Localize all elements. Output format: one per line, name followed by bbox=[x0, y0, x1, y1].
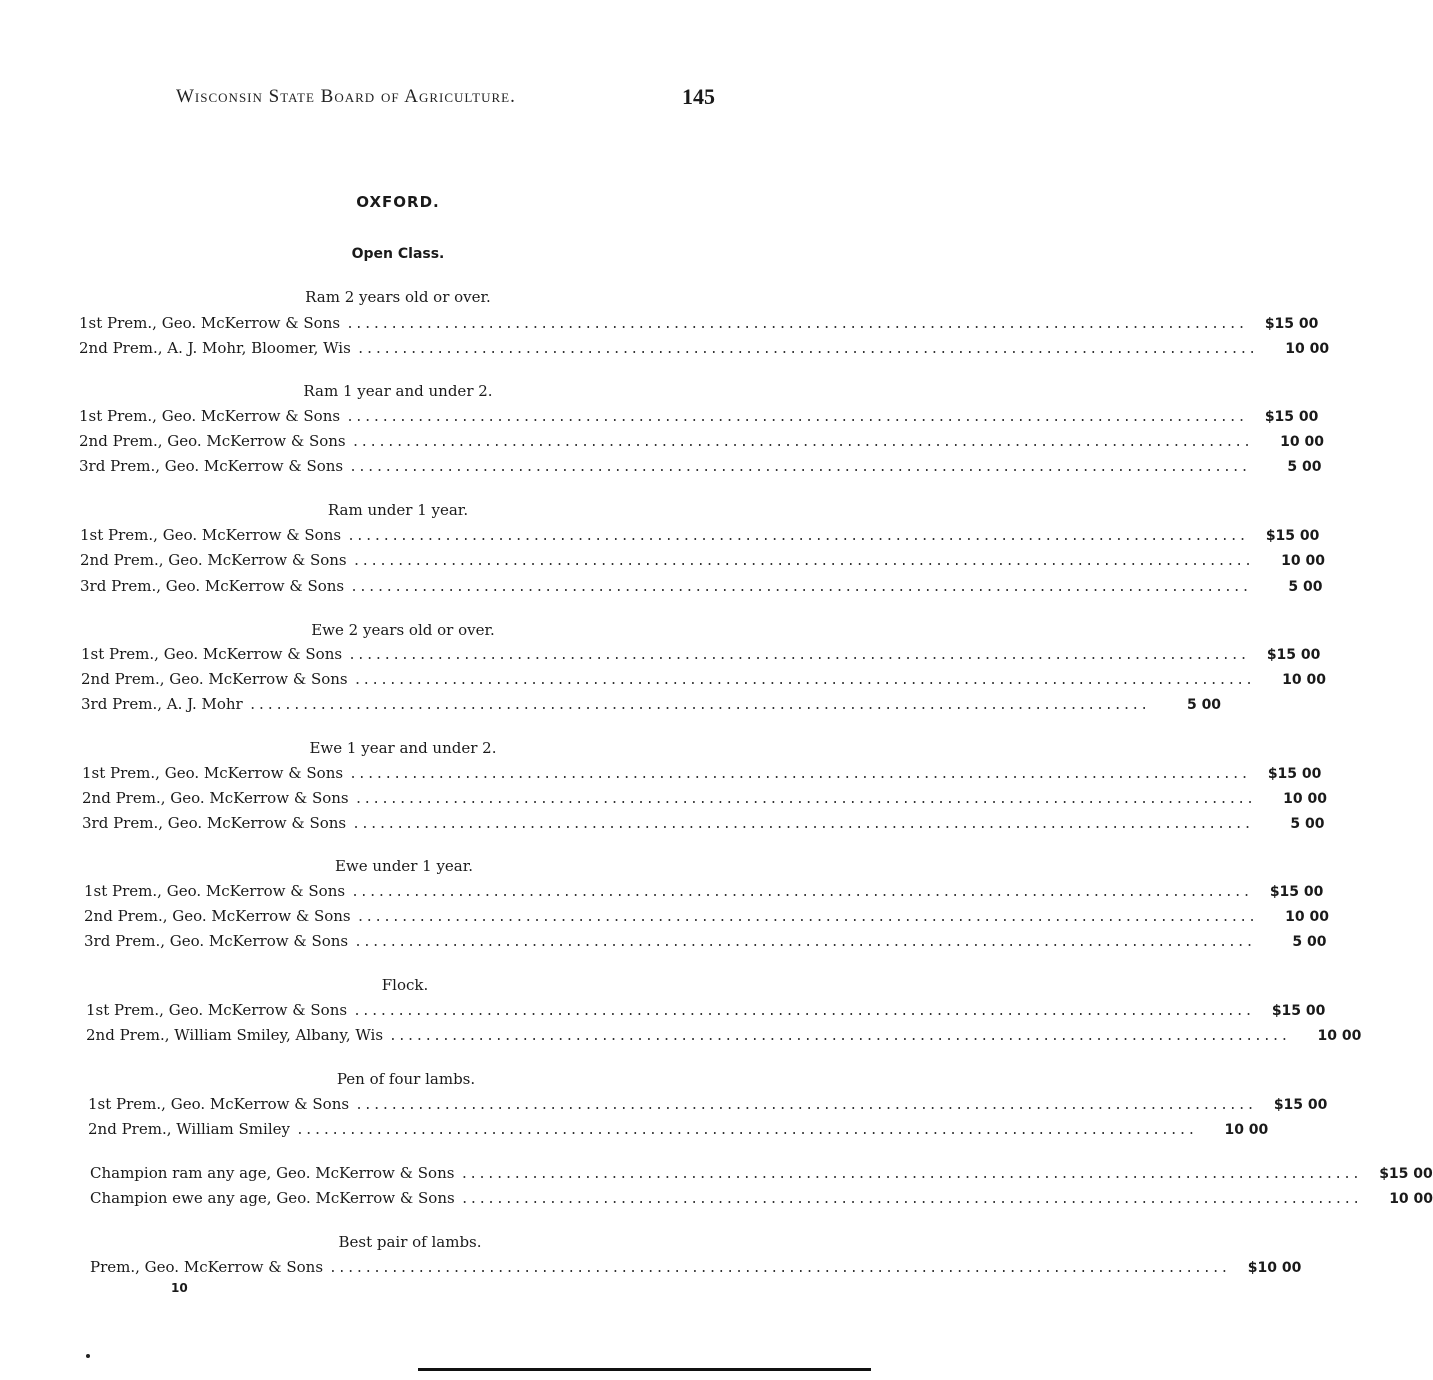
premium-label: 1st Prem., Geo. McKerrow & Sons bbox=[79, 407, 341, 425]
dot-leader: ...................................................................................................... bbox=[353, 673, 1254, 688]
premium-label: 3rd Prem., Geo. McKerrow & Sons bbox=[79, 457, 344, 475]
premium-row bbox=[79, 312, 1319, 334]
premium-row bbox=[79, 337, 1330, 359]
premium-amount: 10 00 bbox=[1285, 909, 1329, 925]
premium-label: 1st Prem., Geo. McKerrow & Sons bbox=[82, 764, 344, 782]
premium-amount: 5 00 bbox=[1186, 697, 1222, 713]
dot-leader: ...................................................................................................... bbox=[352, 817, 1253, 832]
dot-leader: ...................................................................................................... bbox=[354, 935, 1255, 950]
premium-label: 3rd Prem., Geo. McKerrow & Sons bbox=[82, 814, 347, 832]
category-heading: Ewe 2 years old or over. bbox=[311, 621, 495, 639]
premium-row bbox=[79, 455, 1322, 477]
dot-leader: ...................................................................................................... bbox=[351, 885, 1252, 900]
premium-amount: 5 00 bbox=[1287, 459, 1322, 475]
premium-row bbox=[79, 405, 1319, 427]
premium-row bbox=[81, 693, 1222, 715]
premium-label: 2nd Prem., William Smiley bbox=[88, 1120, 290, 1138]
dot-leader: ...................................................................................................... bbox=[354, 792, 1255, 807]
premium-amount: 5 00 bbox=[1290, 816, 1325, 832]
premium-label: Prem., Geo. McKerrow & Sons bbox=[90, 1258, 324, 1276]
premium-amount: 10 00 bbox=[1285, 341, 1330, 357]
dot-leader: ...................................................................................................... bbox=[295, 1123, 1197, 1138]
champion-amount: $15 00 bbox=[1379, 1166, 1433, 1182]
premium-amount: $10 00 bbox=[1247, 1260, 1302, 1276]
category-heading: Best pair of lambs. bbox=[338, 1233, 482, 1251]
premium-row bbox=[84, 905, 1329, 927]
premium-row bbox=[81, 643, 1321, 665]
premium-label: 1st Prem., Geo. McKerrow & Sons bbox=[84, 882, 346, 900]
premium-row bbox=[88, 1093, 1328, 1115]
premium-amount: 10 00 bbox=[1282, 672, 1326, 688]
dot-leader: ...................................................................................................... bbox=[353, 1004, 1254, 1019]
dot-leader: ...................................................................................................... bbox=[460, 1167, 1361, 1182]
champion-label: Champion ram any age, Geo. McKerrow & Sons bbox=[90, 1164, 455, 1182]
running-head: Wisconsin State Board of Agriculture. bbox=[176, 86, 516, 107]
dot-leader: ...................................................................................................... bbox=[352, 554, 1253, 569]
premium-label: 1st Prem., Geo. McKerrow & Sons bbox=[79, 314, 341, 332]
dot-leader: ...................................................................................................... bbox=[248, 698, 1150, 713]
premium-label: 3rd Prem., Geo. McKerrow & Sons bbox=[84, 932, 349, 950]
page-edge-line bbox=[418, 1368, 871, 1371]
premium-row bbox=[80, 549, 1325, 571]
category-heading: Ram 1 year and under 2. bbox=[303, 382, 493, 400]
dot-leader: ...................................................................................................... bbox=[356, 342, 1258, 357]
premium-amount: $15 00 bbox=[1264, 409, 1319, 425]
premium-amount: 10 00 bbox=[1283, 791, 1327, 807]
category-heading: Ram under 1 year. bbox=[327, 501, 469, 519]
dot-leader: ...................................................................................................... bbox=[329, 1261, 1230, 1276]
class-title: Open Class. bbox=[351, 246, 445, 262]
premium-label: 3rd Prem., A. J. Mohr bbox=[81, 695, 243, 713]
premium-amount: 5 00 bbox=[1292, 934, 1327, 950]
dot-leader: ...................................................................................................... bbox=[346, 410, 1247, 425]
premium-row bbox=[90, 1256, 1302, 1278]
premium-label: 2nd Prem., Geo. McKerrow & Sons bbox=[82, 789, 349, 807]
champion-row bbox=[90, 1187, 1433, 1209]
dot-leader: ...................................................................................................... bbox=[389, 1029, 1290, 1044]
category-heading: Ewe 1 year and under 2. bbox=[309, 739, 497, 757]
premium-row bbox=[84, 880, 1324, 902]
dot-leader: ...................................................................................................... bbox=[348, 648, 1249, 663]
category-heading: Flock. bbox=[381, 976, 429, 994]
premium-amount: $15 00 bbox=[1264, 316, 1319, 332]
champion-label: Champion ewe any age, Geo. McKerrow & Sons bbox=[90, 1189, 455, 1207]
premium-label: 2nd Prem., William Smiley, Albany, Wis bbox=[86, 1026, 384, 1044]
premium-amount: $15 00 bbox=[1267, 766, 1322, 782]
page-number: 145 bbox=[682, 84, 715, 109]
ink-speck bbox=[86, 1354, 90, 1358]
premium-amount: 10 00 bbox=[1317, 1028, 1362, 1044]
dot-leader: ...................................................................................................... bbox=[460, 1192, 1362, 1207]
dot-leader: ...................................................................................................... bbox=[355, 1098, 1256, 1113]
dot-leader: ...................................................................................................... bbox=[349, 460, 1250, 475]
premium-row bbox=[84, 930, 1327, 952]
premium-row bbox=[86, 999, 1326, 1021]
category-heading: Ewe under 1 year. bbox=[334, 857, 474, 875]
dot-leader: ...................................................................................................... bbox=[350, 580, 1251, 595]
premium-row bbox=[82, 787, 1327, 809]
dot-leader: ...................................................................................................... bbox=[347, 529, 1248, 544]
premium-row bbox=[86, 1024, 1362, 1046]
premium-label: 1st Prem., Geo. McKerrow & Sons bbox=[86, 1001, 348, 1019]
premium-amount: $15 00 bbox=[1265, 528, 1320, 544]
premium-label: 2nd Prem., Geo. McKerrow & Sons bbox=[84, 907, 351, 925]
premium-amount: $15 00 bbox=[1266, 647, 1321, 663]
category-heading: Ram 2 years old or over. bbox=[305, 288, 491, 306]
dot-leader: ...................................................................................................... bbox=[351, 435, 1252, 450]
signature-mark: 10 bbox=[171, 1281, 188, 1295]
premium-amount: 10 00 bbox=[1280, 434, 1324, 450]
premium-row bbox=[81, 668, 1326, 690]
champion-amount: 10 00 bbox=[1389, 1191, 1433, 1207]
category-heading: Pen of four lambs. bbox=[336, 1070, 476, 1088]
premium-label: 2nd Prem., Geo. McKerrow & Sons bbox=[80, 551, 347, 569]
premium-label: 2nd Prem., Geo. McKerrow & Sons bbox=[81, 670, 348, 688]
section-title: OXFORD. bbox=[356, 193, 440, 211]
dot-leader: ...................................................................................................... bbox=[346, 317, 1247, 332]
premium-row bbox=[82, 812, 1325, 834]
premium-label: 1st Prem., Geo. McKerrow & Sons bbox=[80, 526, 342, 544]
champion-row bbox=[90, 1162, 1433, 1184]
premium-row bbox=[88, 1118, 1269, 1140]
premium-label: 1st Prem., Geo. McKerrow & Sons bbox=[81, 645, 343, 663]
premium-row bbox=[82, 762, 1322, 784]
dot-leader: ...................................................................................................... bbox=[349, 767, 1250, 782]
dot-leader: ...................................................................................................... bbox=[356, 910, 1257, 925]
premium-amount: 5 00 bbox=[1288, 579, 1323, 595]
premium-label: 2nd Prem., A. J. Mohr, Bloomer, Wis bbox=[79, 339, 351, 357]
premium-amount: $15 00 bbox=[1273, 1097, 1328, 1113]
premium-amount: $15 00 bbox=[1271, 1003, 1326, 1019]
premium-amount: 10 00 bbox=[1224, 1122, 1269, 1138]
premium-row bbox=[80, 575, 1323, 597]
premium-row bbox=[80, 524, 1320, 546]
premium-amount: 10 00 bbox=[1281, 553, 1325, 569]
premium-label: 2nd Prem., Geo. McKerrow & Sons bbox=[79, 432, 346, 450]
premium-row bbox=[79, 430, 1324, 452]
premium-label: 1st Prem., Geo. McKerrow & Sons bbox=[88, 1095, 350, 1113]
premium-label: 3rd Prem., Geo. McKerrow & Sons bbox=[80, 577, 345, 595]
premium-amount: $15 00 bbox=[1269, 884, 1324, 900]
